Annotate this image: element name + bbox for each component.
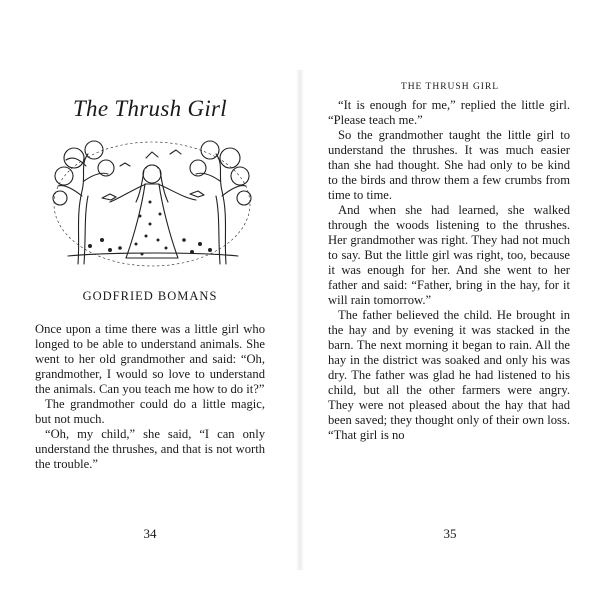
page-number: 35 [443, 526, 457, 541]
paragraph: The grandmother could do a little magic, but not much. [35, 397, 265, 426]
paragraph: Once upon a time there was a little girl who longed to be able to understand animals. She went to her old grandmother and said: “Oh, grandmother, I would so love to understand the animals. Can you teach me how to do it?” [35, 322, 265, 396]
right-body-text [328, 98, 570, 443]
page-number: 34 [143, 526, 157, 541]
left-body-text [35, 322, 265, 472]
story-title: The Thrush Girl [72, 96, 228, 121]
paragraph: “Oh, my child,” she said, “I can only understand the thrushes, and that is not worth the trouble.” [35, 427, 265, 471]
paragraph: “It is enough for me,” replied the little girl. “Please teach me.” [328, 98, 570, 127]
running-head: THE THRUSH GIRL [400, 82, 500, 92]
paragraph: And when she had learned, she walked through the woods listening to the thrushes. Her grandmother was right. They had not much to say. But the little girl was right, too, because it was enough for her. And she went to her father and said: “Father, bring in the hay, for it will rain tomorrow.” [328, 203, 570, 307]
paragraph: The father believed the child. He brought in the hay and by evening it was stacked in the barn. The next morning it began to rain. All the hay in the district was soaked and only his was dry. The father was glad he had listened to his child, but all the other farmers were angry. They were not pleased about the hay that had been saved; they thought only of their own loss. “That girl is no [328, 308, 570, 442]
right-page [300, 0, 600, 600]
thrush-girl-illustration [50, 136, 255, 271]
author-name: GODFRIED BOMANS [82, 289, 218, 303]
paragraph: So the grandmother taught the little girl to understand the thrushes. It was much easier than she had thought. She had only to be kind to the birds and throw them a few crumbs from time to time. [328, 128, 570, 202]
